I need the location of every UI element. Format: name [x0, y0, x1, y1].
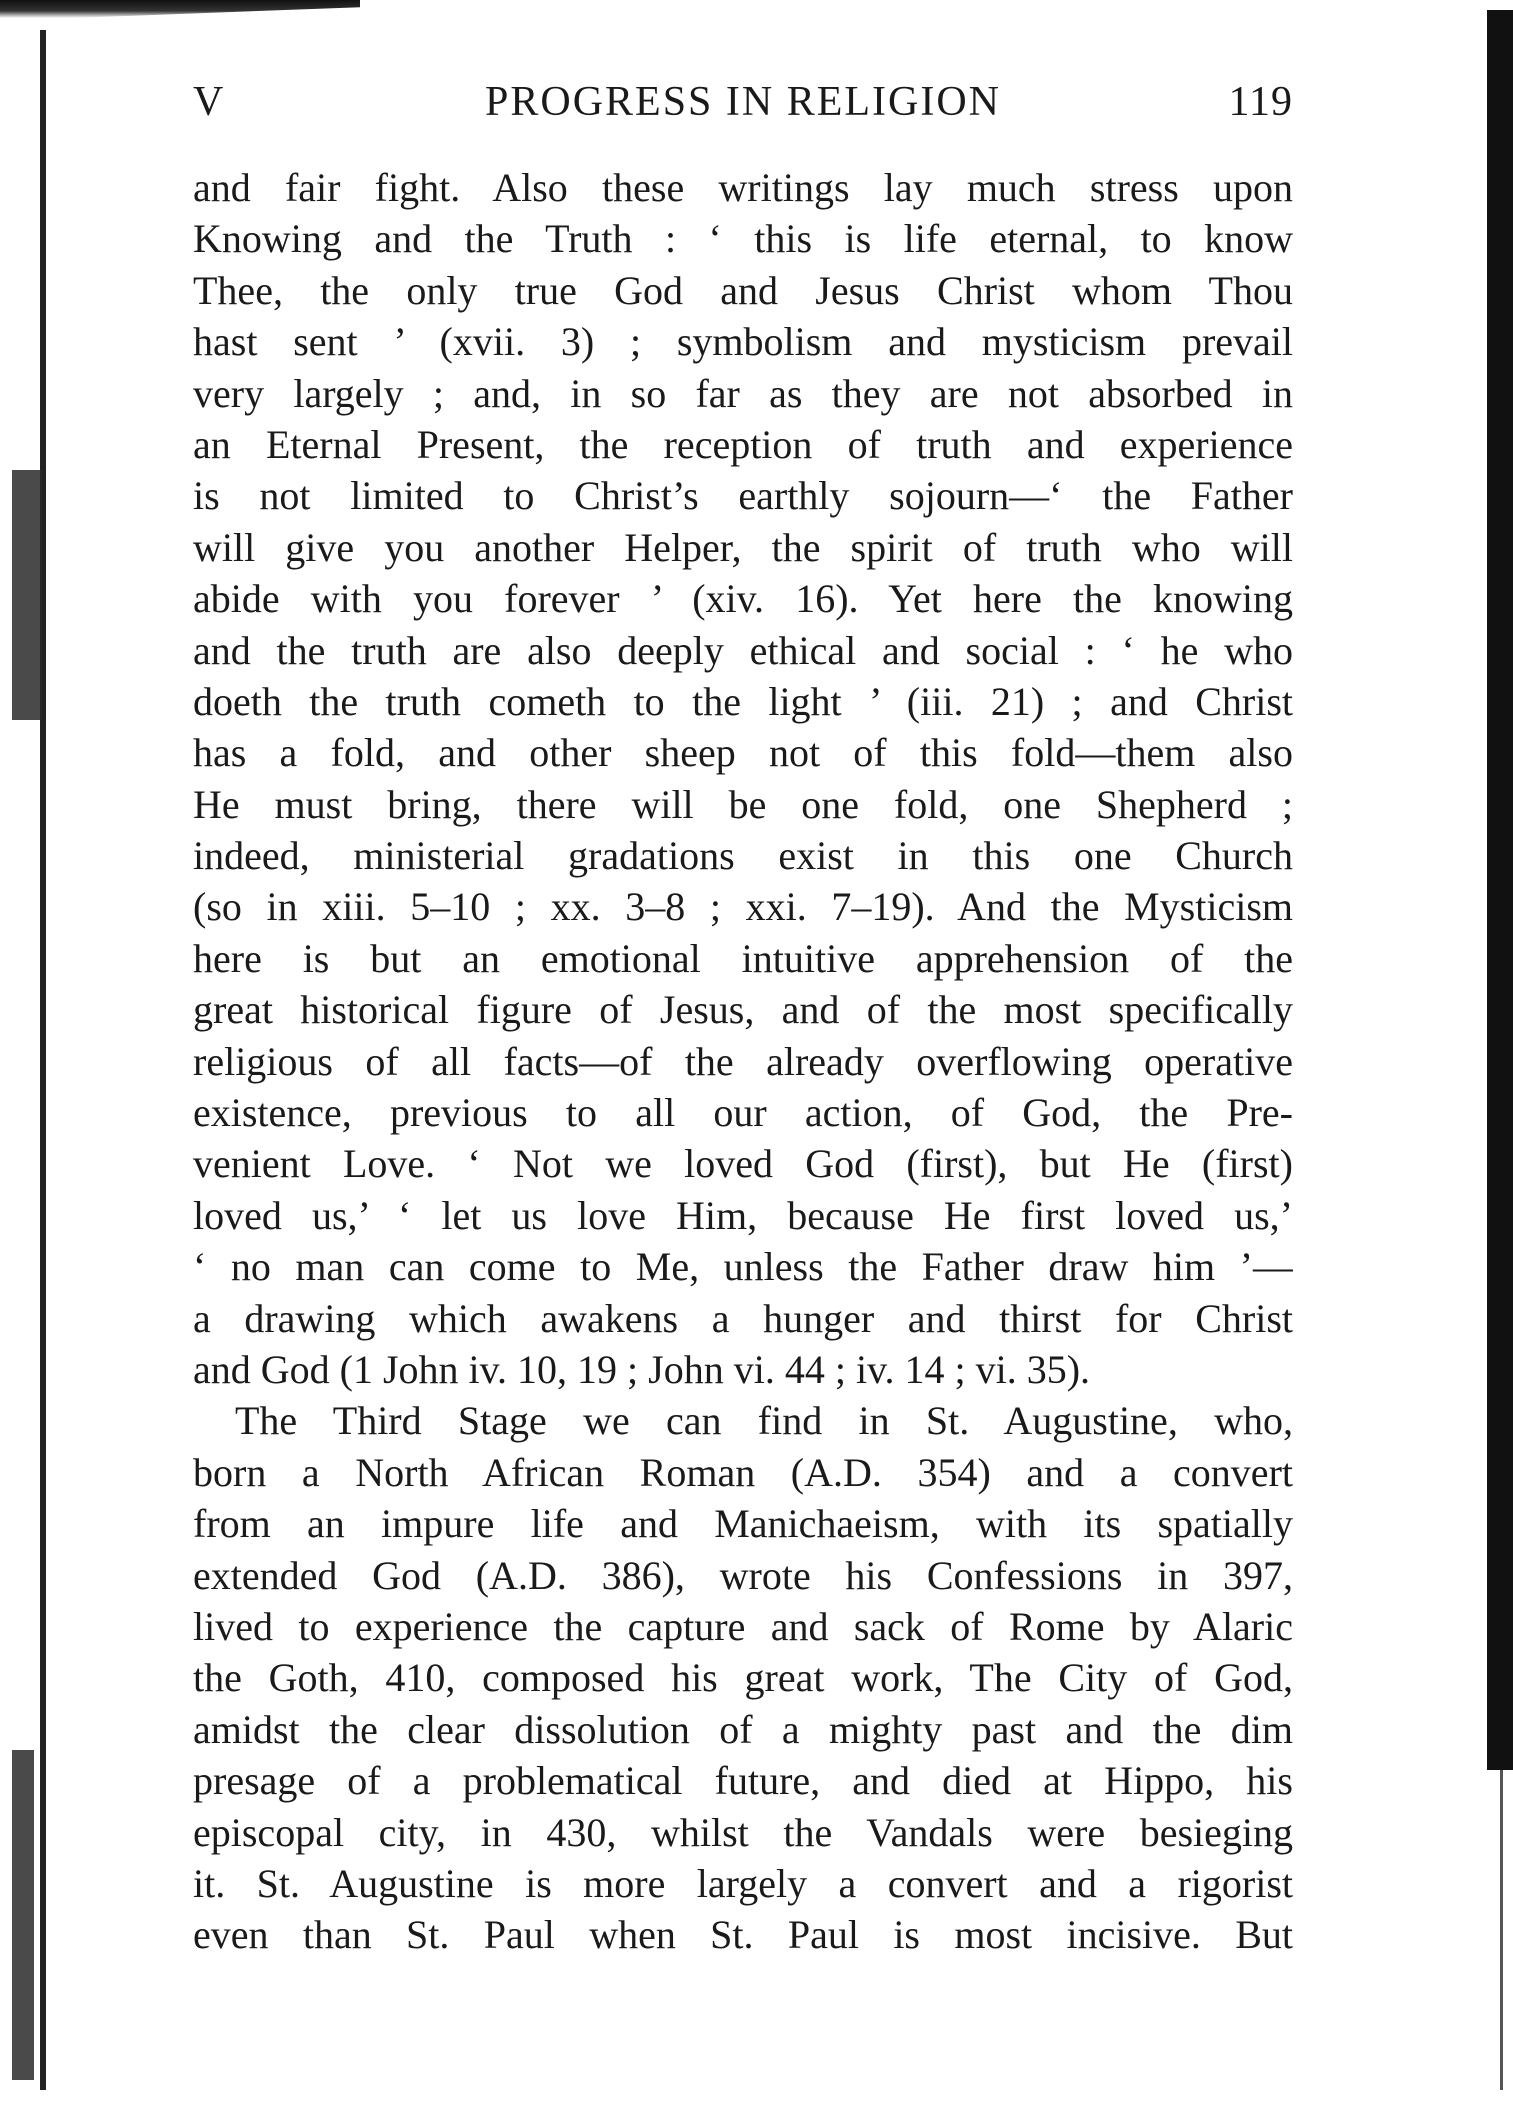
text-line: presage of a problematical future, and died at Hippo, his	[193, 1758, 1293, 1804]
scan-edge-left	[40, 30, 46, 2090]
text-line: from an impure life and Manichaeism, with its spatially	[193, 1501, 1293, 1547]
text-line: and the truth are also deeply ethical and social : ‘ he who	[193, 627, 1293, 673]
text-line: will give you another Helper, the spirit of truth who will	[193, 524, 1293, 570]
text-line: loved us,’ ‘ let us love Him, because He first loved us,’	[193, 1192, 1293, 1238]
text-line: and God (1 John iv. 10, 19 ; John vi. 44 ; iv. 14 ; vi. 35).	[193, 1346, 1091, 1392]
text-line: it. St. Augustine is more largely a convert and a rigorist	[193, 1860, 1293, 1906]
text-line: extended God (A.D. 386), wrote his Confessions in 397,	[193, 1552, 1293, 1598]
text-line: even than St. Paul when St. Paul is most incisive. But	[193, 1912, 1293, 1958]
text-line: The Third Stage we can find in St. Augustine, who,	[235, 1398, 1293, 1444]
text-line: (so in xiii. 5–10 ; xx. 3–8 ; xxi. 7–19). And the Mysticism	[193, 884, 1293, 930]
text-line: is not limited to Christ’s earthly sojourn—‘ the Father	[193, 473, 1293, 519]
text-line: ‘ no man can come to Me, unless the Father draw him ’—	[193, 1244, 1293, 1290]
text-line: Knowing and the Truth : ‘ this is life eternal, to know	[193, 216, 1293, 262]
running-head	[193, 78, 1293, 138]
running-title: PROGRESS IN RELIGION	[484, 79, 1002, 125]
text-line: amidst the clear dissolution of a mighty past and the dim	[193, 1706, 1293, 1752]
text-line: venient Love. ‘ Not we loved God (first), but He (first)	[193, 1141, 1293, 1187]
text-line: very largely ; and, in so far as they are not absorbed in	[193, 370, 1293, 416]
text-line: abide with you forever ’ (xiv. 16). Yet here the knowing	[193, 576, 1293, 622]
scan-edge-left-band	[12, 470, 42, 720]
scan-edge-right-thin	[1500, 1770, 1503, 2090]
text-line: here is but an emotional intuitive apprehension of the	[193, 935, 1293, 981]
chapter-number: V	[193, 79, 225, 125]
text-line: He must bring, there will be one fold, one Shepherd ;	[193, 781, 1293, 827]
text-line: born a North African Roman (A.D. 354) and a convert	[193, 1449, 1293, 1495]
text-line: indeed, ministerial gradations exist in this one Church	[193, 833, 1293, 879]
text-line: existence, previous to all our action, of God, the Pre-	[193, 1090, 1293, 1136]
scan-edge-left-band	[12, 1750, 34, 2080]
text-line: religious of all facts—of the already overflowing operative	[193, 1038, 1293, 1084]
text-line: great historical figure of Jesus, and of the most specifically	[193, 987, 1293, 1033]
text-line: an Eternal Present, the reception of truth and experience	[193, 421, 1293, 467]
text-line: and fair fight. Also these writings lay much stress upon	[193, 165, 1293, 210]
text-line: lived to experience the capture and sack of Rome by Alaric	[193, 1603, 1293, 1649]
scan-edge-top-left	[0, 0, 360, 18]
text-line: episcopal city, in 430, whilst the Vandals were besieging	[193, 1809, 1293, 1855]
text-line: has a fold, and other sheep not of this fold—them also	[193, 730, 1293, 776]
text-line: doeth the truth cometh to the light ’ (iii. 21) ; and Christ	[193, 678, 1293, 724]
text-line: Thee, the only true God and Jesus Christ whom Thou	[193, 267, 1293, 313]
page-number: 119	[1228, 79, 1293, 125]
text-line: a drawing which awakens a hunger and thirst for Christ	[193, 1295, 1293, 1341]
text-line: hast sent ’ (xvii. 3) ; symbolism and mysticism prevail	[193, 319, 1293, 365]
text-line: the Goth, 410, composed his great work, The City of God,	[193, 1655, 1293, 1701]
body-text	[193, 162, 1293, 1961]
scan-edge-right	[1487, 10, 1513, 1770]
